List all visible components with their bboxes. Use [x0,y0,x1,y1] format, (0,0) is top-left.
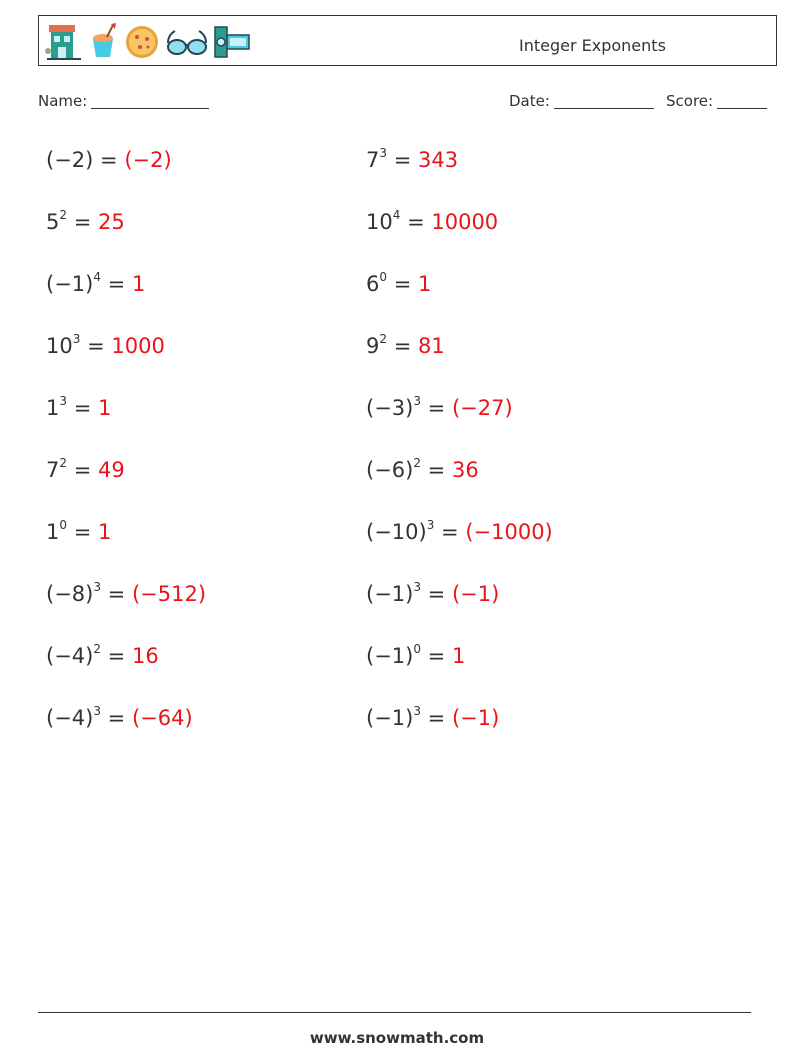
problem-right-10 [366,706,499,730]
problem-base: 1 [46,396,60,420]
problem-exponent: 0 [59,518,68,532]
problem-base: 7 [366,148,380,172]
score-field[interactable] [666,92,767,110]
problem-exponent: 2 [93,642,101,656]
equals-sign: = [73,520,92,544]
equals-sign: = [427,706,446,730]
header-icons [45,21,253,61]
equals-sign: = [427,644,446,668]
problem-base: 7 [46,458,60,482]
problem-left-10 [46,706,193,730]
problem-base: (−4) [46,706,94,730]
problem-answer: (−1) [451,706,500,730]
problem-left-7 [46,520,111,544]
problem-right-1 [366,148,458,172]
problem-base: 6 [366,272,380,296]
equals-sign: = [427,458,446,482]
footer-site: www.snowmath.com [309,1029,485,1047]
problem-answer: 343 [418,148,459,172]
worksheet-title: Integer Exponents [519,36,666,55]
name-label: Name: [38,92,88,110]
problem-answer: 49 [98,458,125,482]
date-label: Date: [509,92,550,110]
problem-exponent: 3 [413,580,421,594]
date-line[interactable] [554,94,654,109]
problem-left-2 [46,210,125,234]
problem-answer: (−64) [131,706,193,730]
problem-base: 5 [46,210,60,234]
equals-sign: = [393,148,412,172]
score-line[interactable] [717,94,767,109]
problem-exponent: 2 [413,456,421,470]
score-label: Score: [666,92,714,110]
problem-right-7 [366,520,553,544]
problem-answer: 36 [451,458,479,482]
problem-exponent: 3 [426,518,435,532]
problem-right-2 [366,210,498,234]
problem-left-4 [46,334,165,358]
problem-base: (−1) [366,706,414,730]
problem-exponent: 3 [93,580,101,594]
equals-sign: = [427,396,446,420]
problem-base: (−3) [366,396,414,420]
problem-base: (−1) [366,644,414,668]
problem-exponent: 3 [93,704,101,718]
problem-base: 9 [366,334,380,358]
date-field[interactable] [509,92,654,110]
equals-sign: = [73,396,92,420]
equals-sign: = [87,334,105,358]
problem-base: (−4) [46,644,94,668]
footer-rule [38,1012,751,1013]
problem-left-8 [46,582,206,606]
problem-exponent: 3 [413,704,421,718]
problem-exponent: 4 [392,208,401,222]
problem-answer: (−512) [131,582,207,606]
name-line[interactable] [91,94,209,109]
equals-sign: = [107,582,126,606]
problem-answer: (−1000) [465,520,553,544]
problem-base: 10 [46,334,73,358]
problem-base: (−8) [46,582,94,606]
name-field[interactable] [38,92,209,110]
problem-exponent: 2 [59,208,68,222]
equals-sign: = [441,520,459,544]
header-box [38,15,777,66]
equals-sign: = [407,210,425,234]
equals-sign: = [393,334,412,358]
problem-answer: 1 [131,272,146,296]
problem-exponent: 0 [379,270,388,284]
equals-sign: = [393,272,412,296]
problem-exponent: 3 [379,146,388,160]
problem-answer: (−27) [451,396,513,420]
problem-base: 10 [366,210,393,234]
problem-answer: (−2) [124,148,172,172]
problem-exponent: 2 [379,332,388,346]
building-icon [45,21,83,61]
equals-sign: = [107,272,126,296]
problem-answer: (−1) [451,582,500,606]
problem-exponent: 3 [59,394,68,408]
equals-sign: = [73,458,92,482]
problem-exponent: 4 [93,270,101,284]
problem-base: 1 [46,520,60,544]
problem-left-5 [46,396,111,420]
problem-right-3 [366,272,431,296]
problem-answer: 1 [418,272,432,296]
problem-left-3 [46,272,145,296]
problem-right-5 [366,396,513,420]
sunglasses-icon [165,21,209,61]
problem-base: (−1) [46,272,94,296]
equals-sign: = [107,706,126,730]
problem-exponent: 3 [72,332,81,346]
equals-sign: = [107,644,126,668]
problem-right-4 [366,334,445,358]
video-camera-icon [213,21,253,61]
problem-answer: 81 [418,334,445,358]
problem-answer: 10000 [431,210,499,234]
problem-right-6 [366,458,479,482]
problem-answer: 1000 [111,334,165,358]
problem-base: (−6) [366,458,414,482]
problem-base: (−2) [46,148,94,172]
problem-right-8 [366,582,499,606]
problem-exponent: 3 [413,394,421,408]
problem-exponent: 0 [413,642,421,656]
equals-sign: = [73,210,92,234]
problem-base: (−10) [366,520,427,544]
problem-answer: 1 [451,644,466,668]
equals-sign: = [100,148,118,172]
problem-answer: 1 [98,520,112,544]
problem-left-1 [46,148,172,172]
problem-answer: 25 [98,210,125,234]
pizza-icon [123,21,161,61]
problem-left-6 [46,458,125,482]
problem-base: (−1) [366,582,414,606]
equals-sign: = [427,582,446,606]
problem-left-9 [46,644,159,668]
problem-exponent: 2 [59,456,68,470]
sand-bucket-icon [87,21,119,61]
problem-answer: 16 [131,644,159,668]
problem-answer: 1 [98,396,112,420]
problem-right-9 [366,644,465,668]
